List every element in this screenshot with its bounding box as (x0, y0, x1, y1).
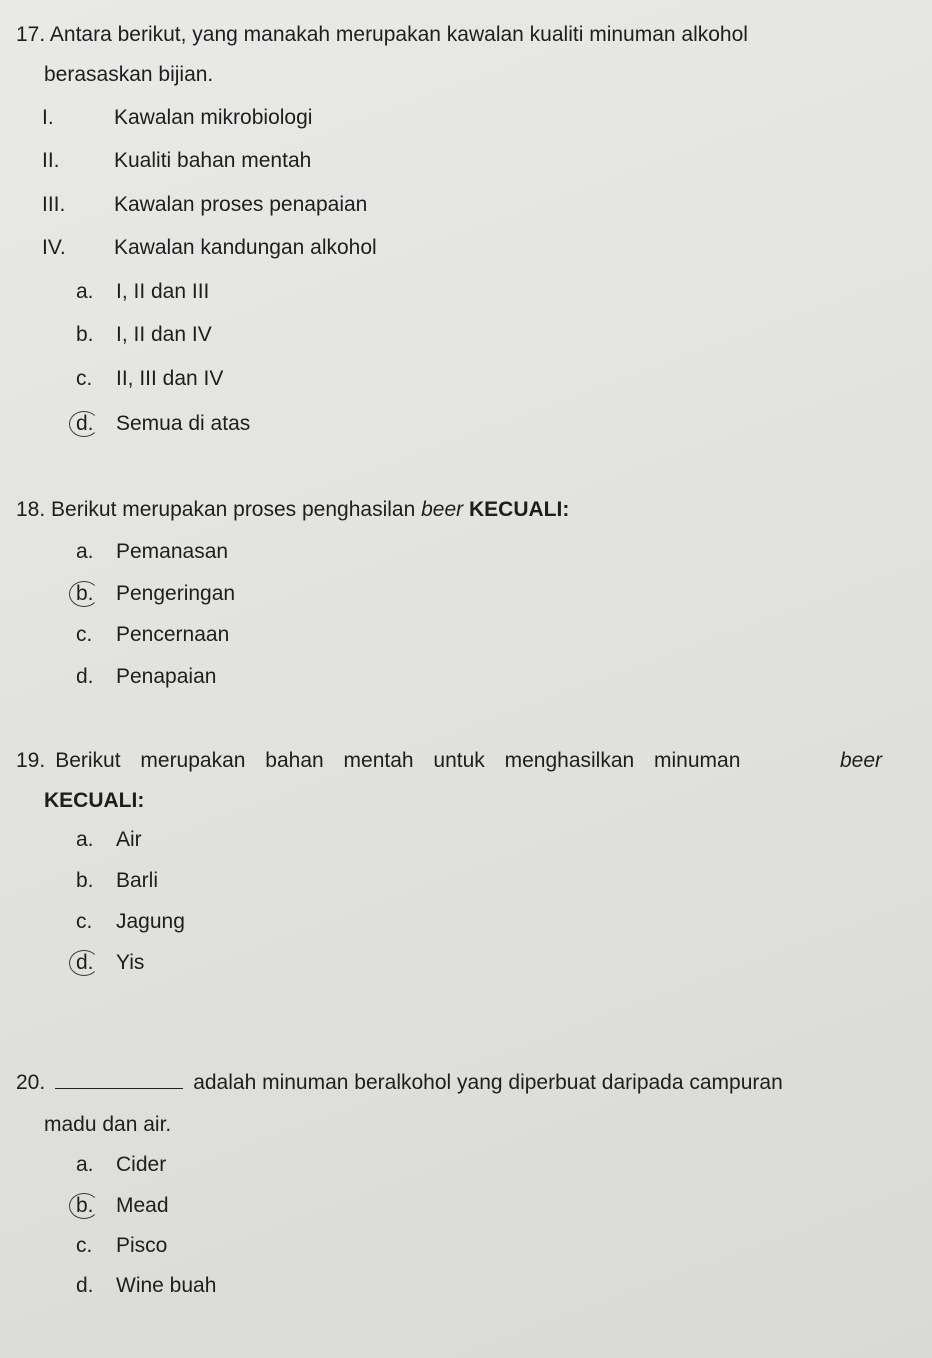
option-d[interactable] (76, 1271, 216, 1301)
option-text: Cider (116, 1153, 167, 1176)
question-text-italic: beer (839, 749, 882, 772)
statement-text: Kawalan mikrobiologi (114, 106, 313, 129)
answer-circle-mark (69, 1193, 99, 1219)
question-number: 20. (16, 1071, 46, 1094)
option-text: Jagung (116, 910, 185, 933)
statement-ii (42, 146, 311, 176)
option-text: Air (116, 828, 142, 851)
question-18-stem (16, 495, 569, 525)
option-b[interactable] (76, 320, 212, 350)
option-letter: d. (76, 665, 94, 688)
question-19-stem (16, 746, 882, 776)
option-letter: b. (76, 579, 116, 609)
option-letter: c. (76, 1234, 93, 1257)
option-a[interactable] (76, 537, 228, 567)
option-text: Pemanasan (116, 540, 229, 563)
statement-iv (42, 233, 377, 263)
question-20-stem (16, 1068, 783, 1098)
question-number: 17. (16, 23, 46, 46)
option-c[interactable] (76, 364, 223, 394)
option-letter: c. (76, 910, 93, 933)
option-b[interactable] (76, 866, 158, 896)
option-letter: a. (76, 828, 94, 851)
question-text: Berikut merupakan bahan mentah untuk menghasilkan minuman (55, 749, 741, 772)
question-17-stem-continued: berasaskan bijian. (44, 63, 214, 86)
option-text: I, II dan IV (116, 323, 212, 346)
option-text: Semua di atas (116, 412, 251, 435)
statement-iii (42, 190, 367, 220)
option-b[interactable] (76, 579, 235, 609)
question-text-bold: KECUALI: (468, 498, 570, 521)
option-letter: b. (76, 323, 94, 346)
option-letter: d. (76, 948, 116, 978)
option-letter: d. (76, 1274, 94, 1297)
option-text: I, II dan III (116, 280, 210, 303)
option-d[interactable] (76, 948, 144, 978)
option-letter: b. (76, 1191, 116, 1221)
answer-circle-mark (69, 411, 99, 437)
option-c[interactable] (76, 907, 185, 937)
statement-numeral: II. (42, 149, 60, 172)
option-c[interactable] (76, 620, 229, 650)
option-letter: d. (76, 409, 116, 439)
fill-in-blank[interactable] (55, 1070, 183, 1089)
option-text: Barli (116, 869, 159, 892)
statement-text: Kawalan kandungan alkohol (114, 236, 377, 259)
statement-numeral: III. (42, 193, 66, 216)
question-text-italic: beer (421, 498, 464, 521)
option-letter: a. (76, 540, 94, 563)
statement-numeral: IV. (42, 236, 66, 259)
statement-text: Kawalan proses penapaian (114, 193, 368, 216)
option-d[interactable] (76, 662, 216, 692)
option-text: Wine buah (116, 1274, 217, 1297)
option-a[interactable] (76, 1150, 166, 1180)
option-text: Yis (116, 951, 145, 974)
statement-i (42, 103, 312, 133)
option-text: Mead (116, 1194, 169, 1217)
question-text: adalah minuman beralkohol yang diperbuat daripada campuran (193, 1071, 783, 1094)
option-c[interactable] (76, 1231, 167, 1261)
option-letter: a. (76, 280, 94, 303)
question-20-stem-continued: madu dan air. (44, 1113, 172, 1136)
option-text: Pisco (116, 1234, 168, 1257)
question-number: 19. (16, 749, 46, 772)
option-d[interactable] (76, 409, 250, 439)
option-text: Penapaian (116, 665, 217, 688)
statement-text: Kualiti bahan mentah (114, 149, 312, 172)
statement-numeral: I. (42, 106, 54, 129)
question-text: Antara berikut, yang manakah merupakan kawalan kualiti minuman alkohol (49, 23, 748, 46)
option-a[interactable] (76, 277, 209, 307)
option-letter: c. (76, 623, 93, 646)
option-text: Pencernaan (116, 623, 230, 646)
answer-circle-mark (69, 950, 99, 976)
option-letter: c. (76, 367, 93, 390)
option-letter: b. (76, 869, 94, 892)
question-17-stem (16, 20, 748, 50)
question-text: Berikut merupakan proses penghasilan (51, 498, 416, 521)
option-a[interactable] (76, 825, 142, 855)
option-b[interactable] (76, 1191, 169, 1221)
option-text: II, III dan IV (116, 367, 224, 390)
answer-circle-mark (69, 581, 99, 607)
option-letter: a. (76, 1153, 94, 1176)
question-number: 18. (16, 498, 46, 521)
question-19-stem-continued: KECUALI: (44, 789, 145, 812)
option-text: Pengeringan (116, 582, 236, 605)
